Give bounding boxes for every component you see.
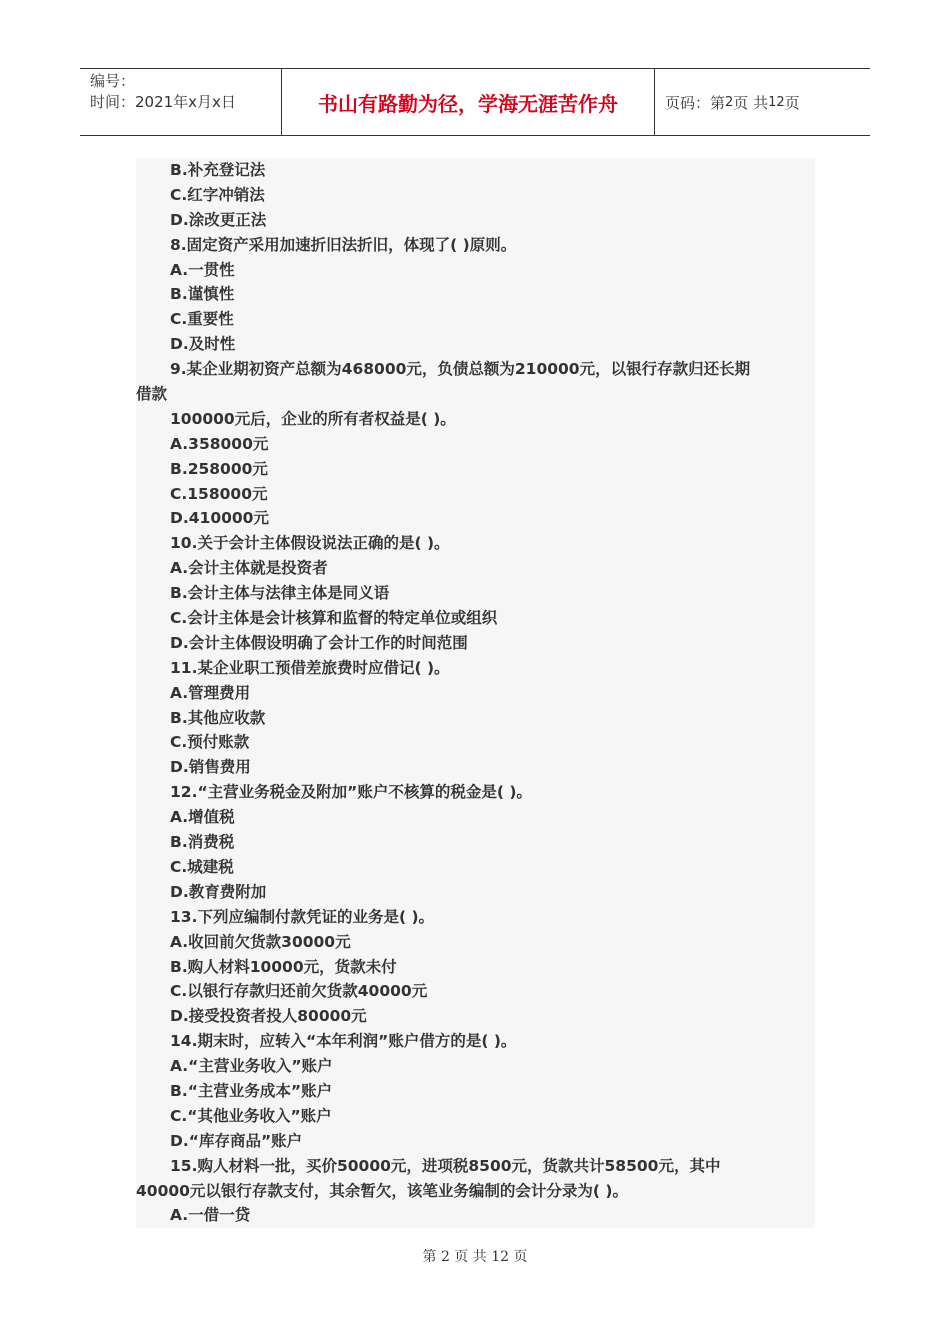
- text-line: D.教育费附加: [170, 882, 267, 901]
- text-line: C.以银行存款归还前欠货款40000元: [170, 982, 428, 1001]
- header-motto: 书山有路勤为径，学海无涯苦作舟: [282, 69, 655, 135]
- text-line: D.“库存商品”账户: [170, 1131, 303, 1150]
- text-line: C.预付账款: [170, 733, 250, 752]
- text-line: 100000元后，企业的所有者权益是( )。: [170, 409, 456, 428]
- text-line: 9.某企业期初资产总额为468000元，负债总额为210000元，以银行存款归还长期: [170, 360, 751, 379]
- text-line: D.接受投资者投人80000元: [170, 1007, 367, 1026]
- text-line: C.158000元: [170, 484, 268, 503]
- text-line: C.“其他业务收入”账户: [170, 1106, 332, 1125]
- text-line: 11.某企业职工预借差旅费时应借记( )。: [170, 658, 450, 677]
- text-line: C.城建税: [170, 857, 234, 876]
- text-line: 12.“主营业务税金及附加”账户不核算的税金是( )。: [170, 783, 532, 802]
- page-footer: 第 2 页 共 12 页: [422, 1249, 528, 1265]
- text-line: A.管理费用: [170, 683, 251, 702]
- page-prefix: 页码：第: [665, 93, 726, 112]
- text-line: B.谨慎性: [170, 285, 235, 304]
- text-line: 借款: [136, 385, 168, 404]
- text-line: D.410000元: [170, 509, 269, 528]
- text-line: A.收回前欠货款30000元: [170, 932, 351, 951]
- text-line: B.其他应收款: [170, 708, 266, 727]
- text-line: C.会计主体是会计核算和监督的特定单位或组织: [170, 609, 498, 628]
- text-line: D.及时性: [170, 335, 236, 354]
- text-line: B.补充登记法: [170, 161, 266, 179]
- text-line: A.358000元: [170, 434, 269, 453]
- text-line: A.会计主体就是投资者: [170, 559, 328, 578]
- text-line: C.重要性: [170, 310, 234, 329]
- text-line: 14.期末时，应转入“本年利润”账户借方的是( )。: [170, 1032, 517, 1051]
- text-line: 15.购人材料一批，买价50000元，进项税8500元，货款共计58500元，其中: [170, 1156, 721, 1175]
- text-line: A.一借一贷: [170, 1206, 251, 1225]
- text-line: C.红字冲销法: [170, 185, 265, 204]
- document-time-label: 时间：2021年x月x日: [90, 93, 236, 111]
- text-line: D.会计主体假设明确了会计工作的时间范围: [170, 633, 468, 652]
- document-number-label: 编号：: [90, 72, 136, 90]
- text-line: B.会计主体与法律主体是同义语: [170, 584, 390, 603]
- text-line: 40000元以银行存款支付，其余暂欠，该笔业务编制的会计分录为( )。: [136, 1181, 628, 1200]
- text-line: A.“主营业务收入”账户: [170, 1057, 333, 1076]
- text-line: B.258000元: [170, 459, 268, 478]
- text-line: B.消费税: [170, 833, 235, 852]
- text-line: D.涂改更正法: [170, 210, 267, 229]
- header-info: [80, 69, 282, 135]
- text-line: B.“主营业务成本”账户: [170, 1081, 333, 1100]
- header-page-info: [655, 69, 870, 135]
- text-line: D.销售费用: [170, 758, 251, 777]
- page-number: 2: [725, 94, 734, 110]
- page-total: 12: [768, 94, 785, 110]
- page-middle: 页 共: [733, 93, 769, 112]
- text-line: B.购人材料10000元，货款未付: [170, 957, 397, 976]
- text-line: A.增值税: [170, 808, 235, 827]
- page-suffix: 页: [784, 93, 800, 112]
- text-line: 10.关于会计主体假设说法正确的是( )。: [170, 534, 450, 553]
- text-line: 13.下列应编制付款凭证的业务是( )。: [170, 907, 435, 926]
- document-body: [136, 158, 815, 1228]
- page-header: [80, 68, 870, 136]
- text-line: 8.固定资产采用加速折旧法折旧，体现了( )原则。: [170, 235, 517, 254]
- text-line: A.一贯性: [170, 260, 235, 279]
